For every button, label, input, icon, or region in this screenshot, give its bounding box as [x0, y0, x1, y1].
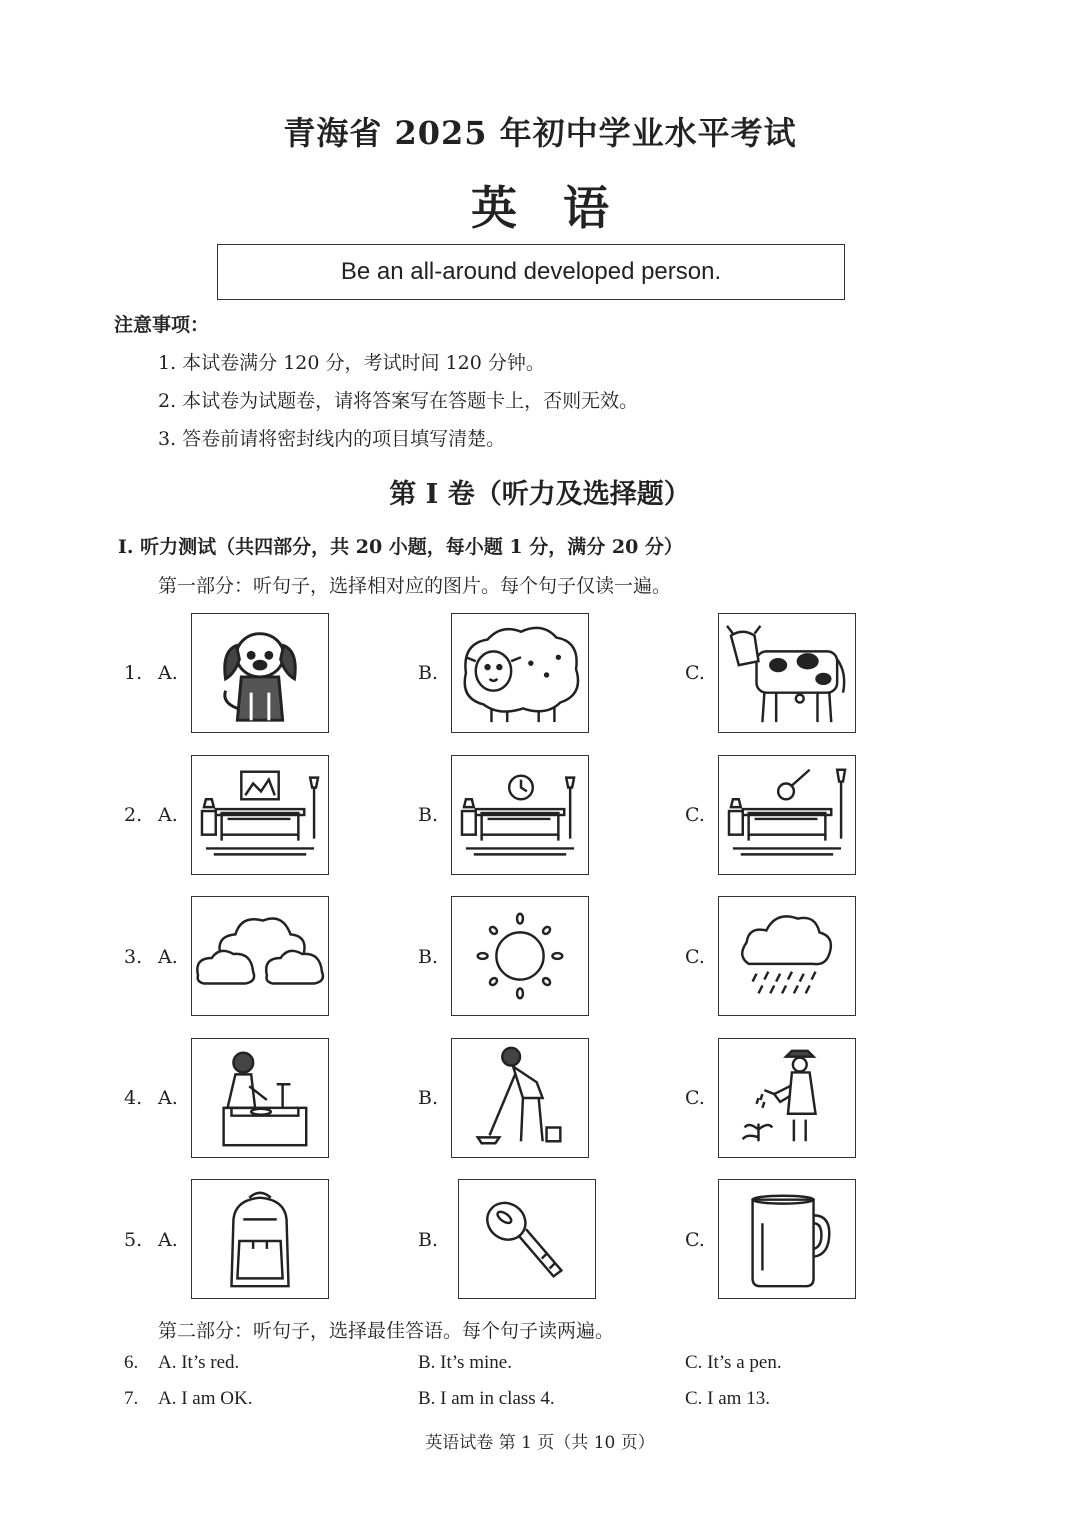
sunny-icon[interactable]	[451, 896, 589, 1016]
motto-text: Be an all-around developed person.	[340, 258, 722, 285]
volume-title: 第 I 卷（听力及选择题）	[389, 479, 691, 510]
option-c[interactable]: C. I am 13.	[685, 1388, 770, 1409]
option-c-label: C.	[685, 662, 705, 684]
question-number: 4.	[124, 1087, 143, 1109]
question-number: 7.	[124, 1388, 139, 1409]
question-number: 5.	[124, 1229, 143, 1251]
option-c[interactable]: C. It’s a pen.	[685, 1352, 782, 1373]
option-c-label: C.	[685, 946, 705, 968]
question-number: 6.	[124, 1352, 139, 1373]
mopping-floor-icon[interactable]	[451, 1038, 589, 1158]
option-c-label: C.	[685, 1087, 705, 1109]
part2-instruction: 第二部分：听句子，选择最佳答语。每个句子读两遍。	[158, 1320, 615, 1342]
living-room-clock-icon[interactable]	[451, 755, 589, 875]
section-heading: I. 听力测试（共四部分，共 20 小题，每小题 1 分，满分 20 分）	[118, 536, 683, 558]
dog-icon[interactable]	[191, 613, 329, 733]
rainy-icon[interactable]	[718, 896, 856, 1016]
cloudy-icon[interactable]	[191, 896, 329, 1016]
option-a-label: A.	[158, 804, 178, 826]
option-b-label: B.	[418, 1229, 439, 1251]
washing-dishes-icon[interactable]	[191, 1038, 329, 1158]
key-icon[interactable]	[458, 1179, 596, 1299]
question-number: 3.	[124, 946, 143, 968]
option-a-label: A.	[158, 662, 178, 684]
living-room-guitar-icon[interactable]	[718, 755, 856, 875]
option-b-label: B.	[418, 1087, 439, 1109]
notice-item-3: 3. 答卷前请将密封线内的项目填写清楚。	[158, 428, 506, 450]
option-c-label: C.	[685, 804, 705, 826]
option-b[interactable]: B. I am in class 4.	[418, 1388, 555, 1409]
cow-icon[interactable]	[718, 613, 856, 733]
notice-item-1: 1. 本试卷满分 120 分，考试时间 120 分钟。	[158, 352, 545, 374]
option-b-label: B.	[418, 804, 439, 826]
exam-title: 青海省 2025 年初中学业水平考试	[283, 114, 797, 152]
option-a-label: A.	[158, 1229, 178, 1251]
option-a[interactable]: A. I am OK.	[158, 1388, 253, 1409]
motto-box	[217, 244, 845, 300]
question-number: 2.	[124, 804, 143, 826]
living-room-picture-icon[interactable]	[191, 755, 329, 875]
option-a[interactable]: A. It’s red.	[158, 1352, 240, 1373]
sheep-icon[interactable]	[451, 613, 589, 733]
backpack-icon[interactable]	[191, 1179, 329, 1299]
option-a-label: A.	[158, 1087, 178, 1109]
page-footer: 英语试卷 第 1 页（共 10 页）	[425, 1433, 655, 1453]
part1-instruction: 第一部分：听句子，选择相对应的图片。每个句子仅读一遍。	[158, 575, 672, 597]
option-c-label: C.	[685, 1229, 705, 1251]
notice-item-2: 2. 本试卷为试题卷，请将答案写在答题卡上，否则无效。	[158, 390, 639, 412]
cup-icon[interactable]	[718, 1179, 856, 1299]
option-a-label: A.	[158, 946, 178, 968]
question-number: 1.	[124, 662, 143, 684]
option-b-label: B.	[418, 662, 439, 684]
option-b-label: B.	[418, 946, 439, 968]
watering-plants-icon[interactable]	[718, 1038, 856, 1158]
notice-heading: 注意事项：	[114, 314, 210, 336]
option-b[interactable]: B. It’s mine.	[418, 1352, 512, 1373]
subject-title: 英语	[471, 181, 655, 235]
